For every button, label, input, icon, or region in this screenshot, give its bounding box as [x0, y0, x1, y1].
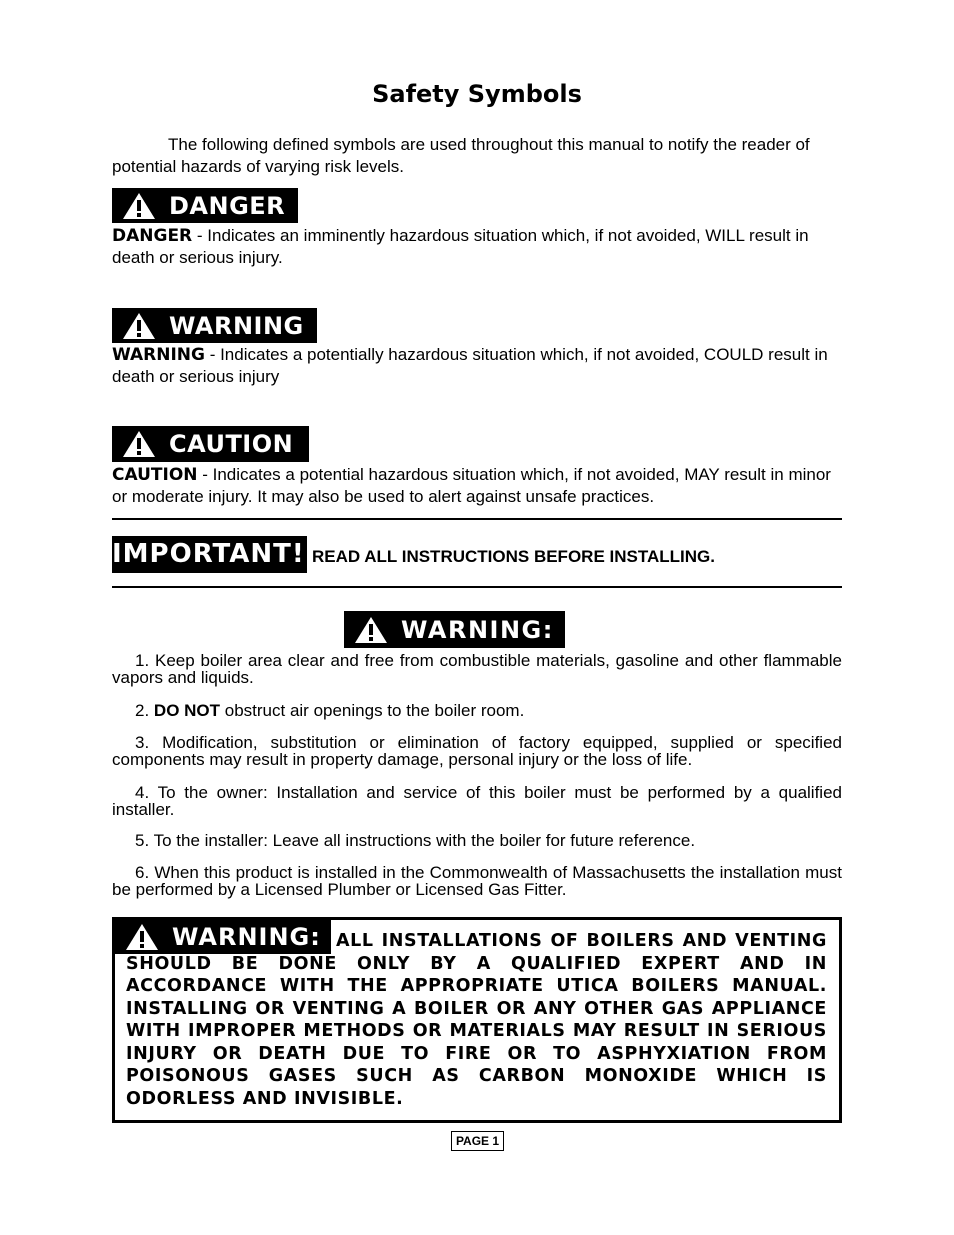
list-item: 3. Modification, substitution or elimination of factory equipped, supplied or specified components may result in property damage, personal injury or the loss of life. — [112, 733, 842, 769]
page-number: PAGE 1 — [451, 1131, 504, 1151]
warning-description: WARNING - Indicates a potentially hazardous situation which, if not avoided, COULD result in death or serious injury — [112, 345, 828, 386]
page-title: Safety Symbols — [372, 80, 582, 108]
caution-label: CAUTION — [169, 430, 294, 458]
warning-list-signal-word — [344, 611, 565, 648]
divider — [112, 518, 842, 520]
warning-signal-word — [112, 308, 317, 343]
final-warning-label: WARNING: — [172, 923, 321, 951]
intro-paragraph: The following defined symbols are used throughout this manual to notify the reader of potential hazards of varying risk levels. — [112, 135, 810, 176]
warning-triangle-icon — [122, 312, 156, 340]
important-label: IMPORTANT! — [112, 536, 307, 573]
list-item: 4. To the owner: Installation and service of this boiler must be performed by a qualified installer. — [112, 783, 842, 819]
list-item: 2. DO NOT obstruct air openings to the boiler room. — [135, 701, 525, 720]
caution-description: CAUTION - Indicates a potential hazardous situation which, if not avoided, MAY result in minor or moderate injury. It may also be used to alert against unsafe practices. — [112, 465, 831, 506]
final-warning-text: ALL INSTALLATIONS OF BOILERS AND VENTING SHOULD BE DONE ONLY BY A QUALIFIED EXPERT AND IN ACCORDANCE WITH THE APPROPRIATE UTICA BOILERS MANUAL. INSTALLING OR VENTING A BOILER OR ANY OTHER GAS APPLIANCE WITH IMPROPER METHODS OR MATERIALS MAY RESULT IN SERIOUS INJURY OR DEATH DUE TO FIRE OR TO ASPHYXIATION FROM POISONOUS GASES SUCH AS CARBON MONOXIDE WHICH IS ODORLESS AND INVISIBLE. — [126, 931, 827, 1109]
warning-triangle-icon — [122, 430, 156, 458]
warning-label: WARNING — [169, 311, 304, 340]
warning-triangle-icon — [354, 616, 388, 644]
caution-signal-word — [112, 426, 309, 462]
list-item: 6. When this product is installed in the Commonwealth of Massachusetts the installation must be performed by a Licensed Plumber or Licensed Gas Fitter. — [112, 863, 842, 899]
list-item: 5. To the installer: Leave all instructions with the boiler for future reference. — [135, 831, 696, 850]
danger-description: DANGER - Indicates an imminently hazardous situation which, if not avoided, WILL result in death or serious injury. — [112, 226, 809, 267]
danger-label: DANGER — [169, 191, 286, 220]
important-text: READ ALL INSTRUCTIONS BEFORE INSTALLING. — [312, 547, 715, 566]
list-item: 1. Keep boiler area clear and free from combustible materials, gasoline and other flammable vapors and liquids. — [112, 651, 842, 687]
warning-list-label: WARNING: — [401, 615, 554, 644]
warning-triangle-icon — [122, 192, 156, 220]
divider — [112, 586, 842, 588]
danger-signal-word — [112, 188, 298, 223]
